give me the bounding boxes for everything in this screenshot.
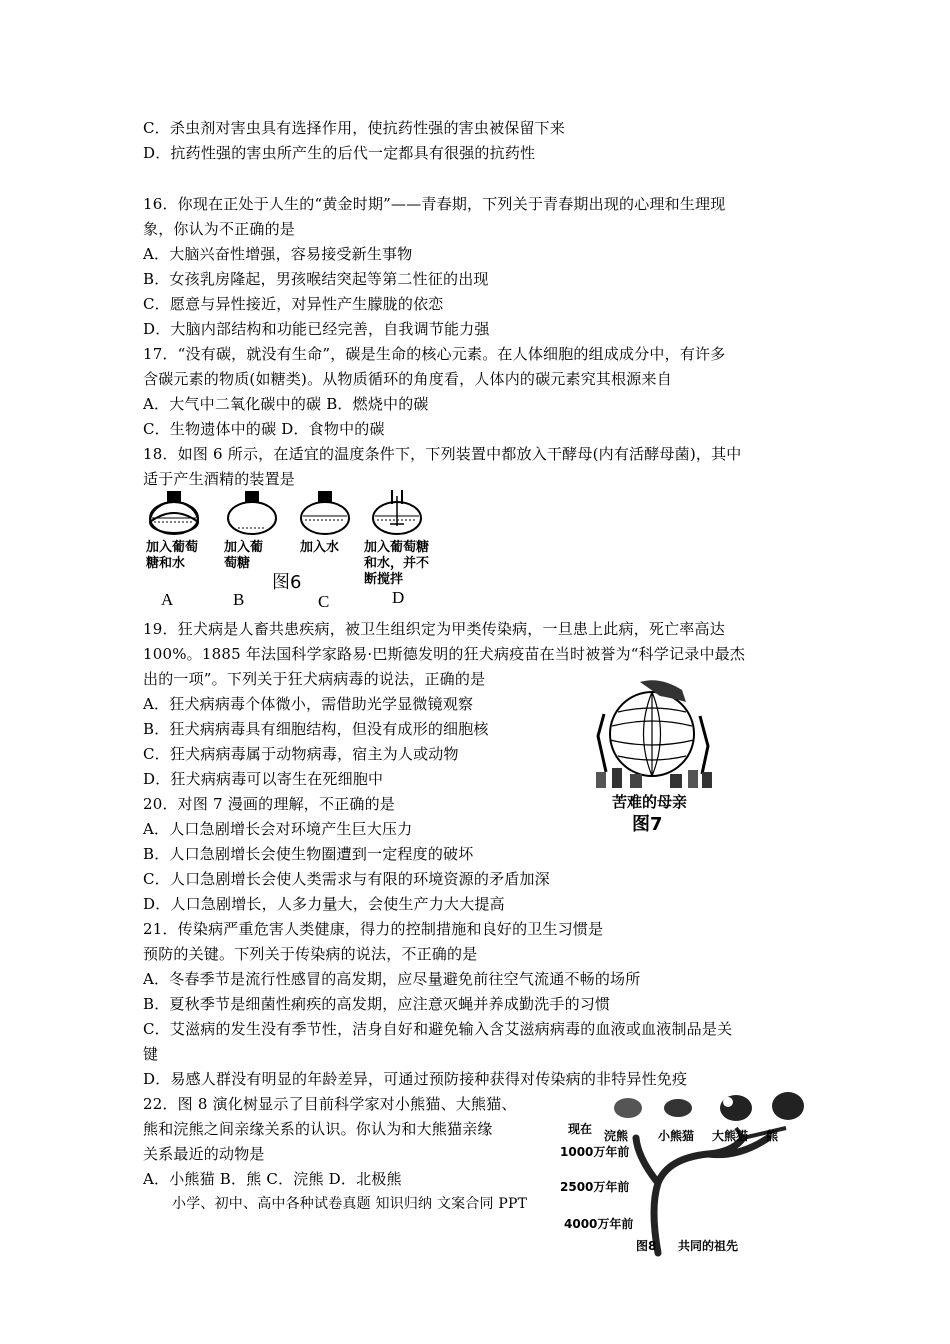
text-line: D．抗药性强的害虫所产生的后代一定都具有很强的抗药性 <box>143 144 536 162</box>
text-line: D．狂犬病病毒可以寄生在死细胞中 <box>143 770 384 788</box>
text-line: A．小熊猫 B．熊 C．浣熊 D．北极熊 <box>143 1170 402 1188</box>
figure-8 <box>558 1088 818 1258</box>
option-a-letter: A <box>161 590 174 609</box>
text-line: C．艾滋病的发生没有季节性，洁身自好和避免输入含艾滋病病毒的血液或血液制品是关 <box>143 1020 733 1038</box>
text-line: 21．传染病严重危害人类健康，得力的控制措施和良好的卫生习惯是 <box>143 920 604 938</box>
text-line: C．愿意与异性接近，对异性产生朦胧的依恋 <box>143 295 444 313</box>
text-line: 100%。1885 年法国科学家路易·巴斯德发明的狂犬病疫苗在当时被誉为“科学记录中最杰 <box>143 645 746 663</box>
figure-6 <box>140 488 460 613</box>
fig7-title: 苦难的母亲 <box>612 793 688 811</box>
text-line: 适于产生酒精的装置是 <box>143 470 296 488</box>
text-line: 象，你认为不正确的是 <box>143 220 296 238</box>
text-line: 22．图 8 演化树显示了目前科学家对小熊猫、大熊猫、 <box>143 1095 517 1113</box>
text-line: A．大脑兴奋性增强，容易接受新生事物 <box>143 245 413 263</box>
fig8-time-4000: 4000万年前 <box>564 1217 634 1231</box>
fig8-animal-bear: 熊 <box>766 1129 779 1143</box>
text-line: D．人口急剧增长，人多力量大，会使生产力大大提高 <box>143 895 505 913</box>
text-line: 含碳元素的物质(如糖类)。从物质循环的角度看，人体内的碳元素究其根源来自 <box>143 370 672 388</box>
fig6-label-b: 加入葡 萄糖 <box>224 540 264 571</box>
fig8-caption: 图8 <box>636 1239 657 1253</box>
text-line: C．生物遗体中的碳 D．食物中的碳 <box>143 420 385 438</box>
fig8-now-label: 现在 <box>568 1122 593 1136</box>
fig6-label-d: 加入葡萄糖 和水，并不 断搅拌 <box>364 540 430 587</box>
text-line: 熊和浣熊之间亲缘关系的认识。你认为和大熊猫亲缘 <box>143 1120 493 1138</box>
text-line: 预防的关键。下列关于传染病的说法，不正确的是 <box>143 945 478 963</box>
text-line: C．人口急剧增长会使人类需求与有限的环境资源的矛盾加深 <box>143 870 550 888</box>
text-line: 20．对图 7 漫画的理解，不正确的是 <box>143 795 395 813</box>
text-line: 17．“没有碳，就没有生命”，碳是生命的核心元素。在人体细胞的组成成分中，有许多 <box>143 345 726 363</box>
text-line: 键 <box>143 1045 159 1063</box>
text-line: D．易感人群没有明显的年龄差异，可通过预防接种获得对传染病的非特异性免疫 <box>143 1070 688 1088</box>
text-line: 出的一项”。下列关于狂犬病病毒的说法，正确的是 <box>143 670 486 688</box>
apparatus-b <box>228 491 276 534</box>
text-line: A．狂犬病病毒个体微小，需借助光学显微镜观察 <box>143 695 474 713</box>
fig6-caption: 图6 <box>272 572 302 593</box>
fig6-label-c: 加入水 <box>300 540 340 555</box>
fig8-time-1000: 1000万年前 <box>560 1145 630 1159</box>
option-d-letter: D <box>392 588 405 607</box>
text-line: 16．你现在正处于人生的“黄金时期”——青春期，下列关于青春期出现的心理和生理现 <box>143 195 726 213</box>
text-line: B．人口急剧增长会使生物圈遭到一定程度的破坏 <box>143 845 474 863</box>
option-c-letter: C <box>318 592 330 611</box>
fig8-animal-red-panda: 小熊猫 <box>658 1129 695 1143</box>
text-line: A．大气中二氧化碳中的碳 B．燃烧中的碳 <box>143 395 429 413</box>
text-line: C．杀虫剂对害虫具有选择作用，使抗药性强的害虫被保留下来 <box>143 119 566 137</box>
apparatus-d <box>373 490 421 534</box>
fig6-label-a: 加入葡萄 糖和水 <box>146 540 199 571</box>
text-line: 关系最近的动物是 <box>143 1145 265 1163</box>
apparatus-a <box>150 491 198 534</box>
figure-7 <box>590 676 730 836</box>
text-line: B．女孩乳房隆起，男孩喉结突起等第二性征的出现 <box>143 270 489 288</box>
evolution-tree-drawing <box>558 1088 818 1258</box>
fig8-root-label: 共同的祖先 <box>678 1239 739 1253</box>
text-line: D．大脑内部结构和功能已经完善，自我调节能力强 <box>143 320 490 338</box>
option-b-letter: B <box>233 590 245 609</box>
text-line: 19．狂犬病是人畜共患疾病，被卫生组织定为甲类传染病，一旦患上此病，死亡率高达 <box>143 620 725 638</box>
fig8-animal-raccoon: 浣熊 <box>604 1129 629 1143</box>
text-line: 小学、初中、高中各种试卷真题 知识归纳 文案合同 PPT <box>172 1196 528 1212</box>
text-line: C．狂犬病病毒属于动物病毒，宿主为人或动物 <box>143 745 459 763</box>
fig8-animal-giant-panda: 大熊猫 <box>712 1129 749 1143</box>
text-line: A．冬春季节是流行性感冒的高发期，应尽量避免前往空气流通不畅的场所 <box>143 970 641 988</box>
cartoon-mother-earth-drawing <box>590 676 730 791</box>
text-line: B．夏秋季节是细菌性痢疾的高发期，应注意灭蝇并养成勤洗手的习惯 <box>143 995 611 1013</box>
fig8-time-2500: 2500万年前 <box>560 1180 630 1194</box>
text-line: B．狂犬病病毒具有细胞结构，但没有成形的细胞核 <box>143 720 489 738</box>
fig7-caption: 图7 <box>632 814 663 835</box>
text-line: A．人口急剧增长会对环境产生巨大压力 <box>143 820 413 838</box>
text-line: 18．如图 6 所示，在适宜的温度条件下，下列装置中都放入干酵母(内有活酵母菌)，其中 <box>143 445 742 463</box>
apparatus-c <box>301 491 349 534</box>
